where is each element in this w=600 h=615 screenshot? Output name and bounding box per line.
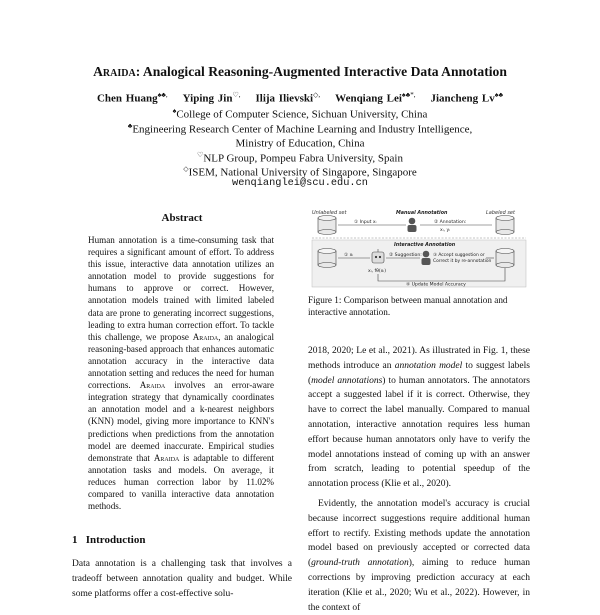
fig-correct-label: Correct it by re-annotation (433, 259, 492, 264)
text-run: 2018, 2020; Le et al., 2021). As illustrated in Fig. 1, these methods introduce an (308, 346, 530, 371)
author-name: Jiancheng Lv (430, 92, 495, 105)
affiliation-text: Engineering Research Center of Machine Learning and Industry Intelligence, (132, 123, 473, 136)
affiliation-text: NLP Group, Pompeu Fabra University, Spain (203, 152, 403, 165)
author-affiliation-mark: ◇, (313, 91, 321, 99)
right-column-text (308, 344, 530, 615)
abstract-system-name-2: Araida (139, 380, 166, 391)
author-affiliation-mark: ♠♣, (157, 91, 168, 99)
text-run: ) to human annotators. The annotators accept a suggested label if it is correct. Otherwise, they have to correct the label manually. Compared to manual annotation, interactive annotation requires less human effort because human annotators only have to verify the model annotations instead of coming up with an answer from scratch, leading to potential speedup of the annotation process (Klie et al., 2020). (308, 375, 530, 490)
abstract-system-name-1: Araida (192, 331, 219, 342)
text-run: to suggest labels ( (308, 360, 530, 386)
fig-manual-title: Manual Annotation (396, 211, 448, 216)
author-name: Ilija Ilievski (255, 92, 314, 105)
fig-annotation-label: ② Annotation: (434, 220, 467, 225)
fig-update-label: ④ Update Model Accuracy (406, 282, 466, 288)
author-affiliation-mark: ♠♣ (494, 91, 504, 99)
paragraph-2 (308, 497, 530, 615)
paragraph-1 (308, 344, 530, 492)
fig-model-pair-label: xᵢ, fθ(xᵢ) (368, 269, 387, 274)
annotator-person-icon-1 (408, 218, 417, 232)
author-name: Wenqiang Lei (335, 92, 402, 105)
abstract-text-2: , an analogical reasoning-based approach that enhances automatic annotation accuracy in the interactive data annotation setting and reduces the need for human corrections. (88, 331, 274, 391)
author-affiliation-mark: ♠♣*, (401, 91, 416, 99)
title-rest: : Analogical Reasoning-Augmented Interactive Data Annotation (135, 64, 507, 79)
affiliation-mark: ♡ (197, 150, 204, 159)
author-name: Chen Huang (96, 92, 158, 105)
labeled-database-icon-2 (496, 249, 514, 268)
fig-unlabeled-label-1: Unlabeled set (312, 210, 347, 216)
abstract-body (88, 234, 274, 512)
figure-caption: Figure 1: Comparison between manual annotation and interactive annotation. (308, 295, 508, 318)
fig-pair-label: xᵢ, yᵢ (440, 228, 450, 233)
affiliation-text: ISEM, National University of Singapore, Singapore (188, 166, 417, 179)
text-run: ), aiming to reduce human corrections by improving prediction accuracy at each iteration (Klie et al., 2020; Wu et al., 2022). However, in the context of (308, 558, 530, 613)
paper-title (0, 64, 600, 80)
abstract-text-3: involves an error-aware integration strategy that dynamically coordinates an annotation model and a k-nearest neighbors (KNN) model, giving more importance to KNN's predictions when predictions from the annotation model are deemed inaccurate. Empirical studies demonstrate that (88, 380, 274, 463)
intro-text: Data annotation is a challenging task that involves a tradeoff between annotation quality and budget. While some platforms offer a cost-effective solu- (72, 559, 292, 599)
fig-labeled-label-1: Labeled set (486, 210, 515, 216)
figure-1-diagram (310, 207, 528, 289)
fig-interactive-title: Interactive Annotation (394, 243, 456, 248)
contact-email: wenqianglei@scu.edu.cn (232, 177, 368, 189)
title-system-name: Araida (93, 64, 136, 79)
author-affiliation-mark: ♡, (232, 91, 241, 99)
italic-term: ground-truth annotation (311, 558, 409, 569)
author-list (0, 91, 600, 105)
abstract-system-name-3: Araida (153, 452, 180, 463)
affiliation-mark: ♠ (172, 107, 177, 115)
italic-term: model annotations (311, 375, 383, 386)
affiliation-mark: ♣ (127, 121, 133, 130)
fig-suggestion-label: ② Suggestion: (389, 253, 422, 258)
unlabeled-database-icon-1 (318, 216, 336, 235)
affiliation-mark: ◇ (183, 165, 189, 173)
section-heading (72, 534, 145, 546)
labeled-database-icon-1 (496, 216, 514, 235)
abstract-text-4: is adaptable to different annotation tasks and models. On average, it reduces human correction labor by 11.02% compared to vanilla interactive data annotation methods. (88, 452, 274, 512)
author-name: Yiping Jin (182, 92, 233, 105)
italic-term: annotation model (394, 360, 463, 371)
affiliation-text: College of Computer Science, Sichuan University, China (176, 108, 428, 121)
fig-input2-label: ① xᵢ (344, 253, 354, 258)
fig-input-label: ① Input xᵢ (354, 220, 377, 225)
section-number: 1 (72, 534, 78, 546)
abstract-text-1: Human annotation is a time-consuming task that requires a significant amount of effort. To address this issue, interactive data annotation utilizes an annotation model to provide suggestions for humans to approve or correct. However, annotation models trained with limited labeled data are prone to generating incorrect suggestions, leading to extra human correction effort. To tackle this challenge, we propose (88, 235, 274, 342)
affiliation-text: Ministry of Education, China (235, 137, 365, 150)
section-title: Introduction (85, 534, 146, 546)
fig-accept-label: ③ Accept suggestion or (433, 253, 485, 258)
text-run: Evidently, the annotation model's accuracy is crucial because incorrect suggestions require additional human effort to rectify. Existing methods update the annotation model based on previously accepted or corrected data ( (308, 498, 530, 569)
abstract-heading: Abstract (161, 212, 203, 224)
unlabeled-database-icon-2 (318, 249, 336, 268)
